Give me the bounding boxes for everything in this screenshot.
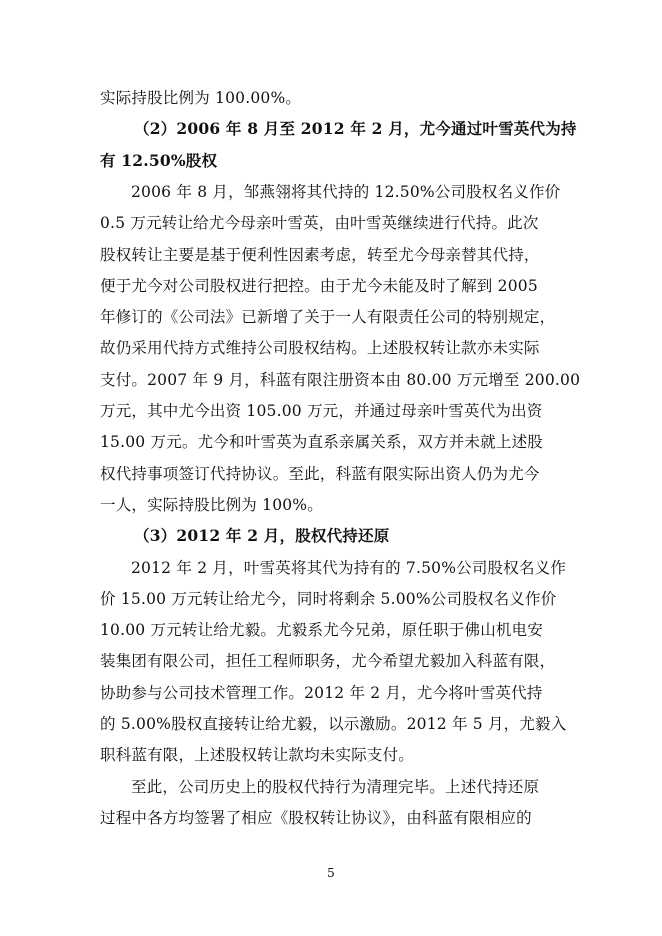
text-line: 过程中各方均签署了相应《股权转让协议》，由科蓝有限相应的 — [100, 809, 532, 827]
text-line: 一人，实际持股比例为 100%。 — [100, 496, 323, 514]
section-heading: （3）2012 年 2 月，股权代持还原 — [134, 526, 390, 545]
text-line: 权代持事项签订代持协议。至此，科蓝有限实际出资人仍为尤今 — [100, 465, 540, 483]
text-line: 15.00 万元。尤今和叶雪英为直系亲属关系，双方并未就上述股 — [100, 433, 544, 451]
text-line: 装集团有限公司，担任工程师职务，尤今希望尤毅加入科蓝有限， — [100, 652, 556, 670]
text-line: 便于尤今对公司股权进行把控。由于尤今未能及时了解到 2005 — [100, 277, 538, 295]
text-line: 支付。2007 年 9 月，科蓝有限注册资本由 80.00 万元增至 200.00 — [100, 371, 581, 389]
text-line: 实际持股比例为 100.00%。 — [100, 89, 302, 107]
text-line: 年修订的《公司法》已新增了关于一人有限责任公司的特别规定， — [100, 308, 556, 326]
text-line: 价 15.00 万元转让给尤今，同时将剩余 5.00%公司股权名义作价 — [100, 590, 557, 608]
text-line: 职科蓝有限，上述股权转让款均未实际支付。 — [100, 746, 415, 764]
text-line: 故仍采用代持方式维持公司股权结构。上述股权转让款亦未实际 — [100, 339, 540, 357]
text-line: 10.00 万元转让给尤毅。尤毅系尤今兄弟，原任职于佛山机电安 — [100, 621, 544, 639]
text-line: 2006 年 8 月，邹燕翎将其代持的 12.50%公司股权名义作价 — [131, 183, 561, 201]
text-line: 股权转让主要是基于便利性因素考虑，转至尤今母亲替其代持， — [100, 246, 540, 264]
section-heading: （2）2006 年 8 月至 2012 年 2 月，尤今通过叶雪英代为持 — [134, 119, 577, 138]
page-number: 5 — [327, 866, 335, 880]
text-line: 0.5 万元转让给尤今母亲叶雪英，由叶雪英继续进行代持。此次 — [100, 214, 539, 232]
text-line: 至此，公司历史上的股权代持行为清理完毕。上述代持还原 — [131, 778, 540, 796]
section-heading-continued: 有 12.50%股权 — [100, 151, 218, 170]
text-line: 的 5.00%股权直接转让给尤毅，以示激励。2012 年 5 月，尤毅入 — [100, 715, 567, 733]
text-line: 万元，其中尤今出资 105.00 万元，并通过母亲叶雪英代为出资 — [100, 402, 543, 420]
text-line: 2012 年 2 月，叶雪英将其代为持有的 7.50%公司股权名义作 — [131, 559, 567, 577]
text-line: 协助参与公司技术管理工作。2012 年 2 月，尤今将叶雪英代持 — [100, 684, 543, 702]
